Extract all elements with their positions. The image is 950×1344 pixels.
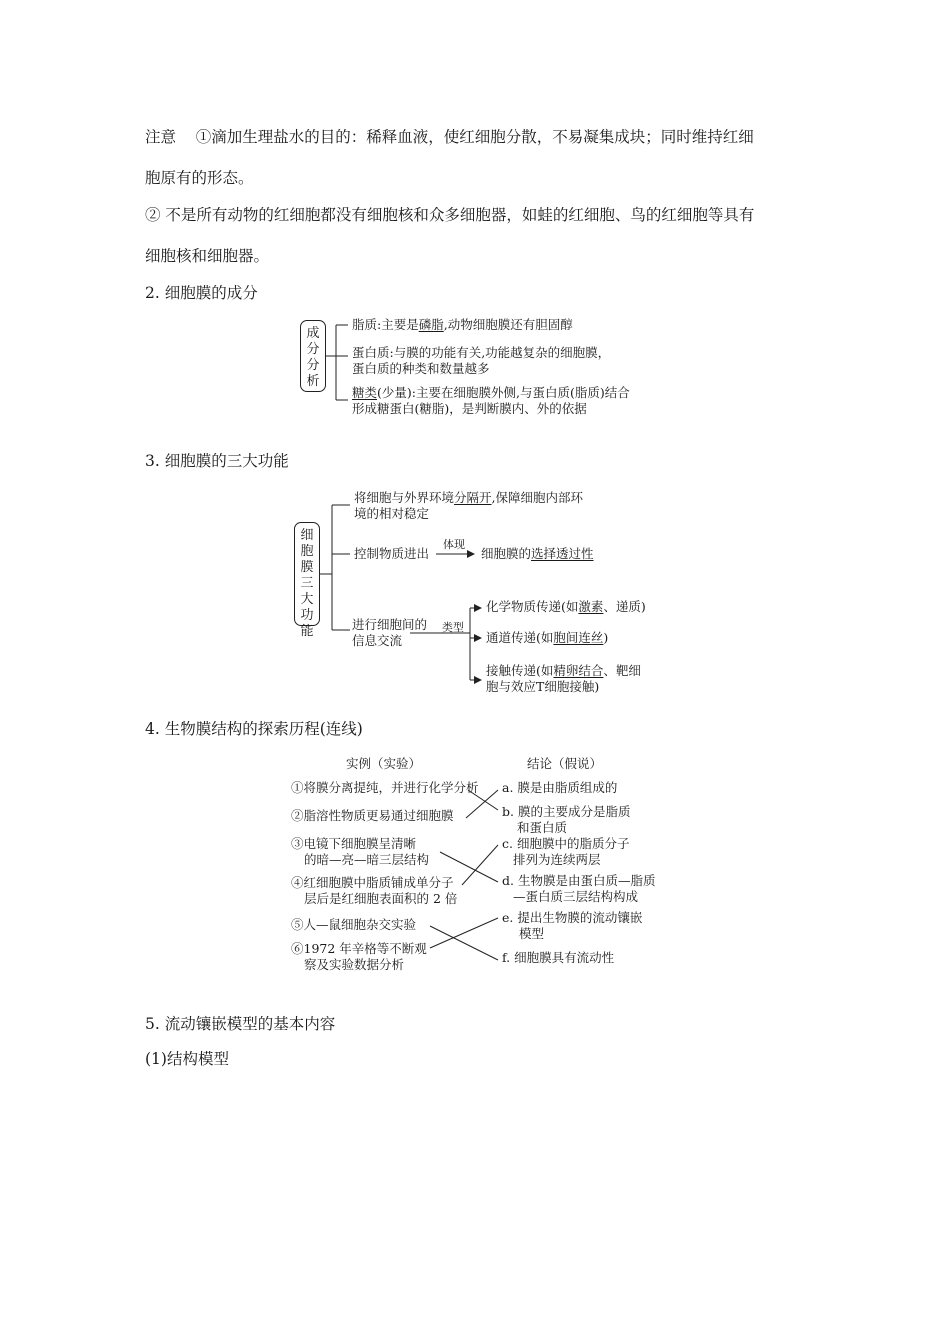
s3-f2-arrow-label: 体现 xyxy=(443,538,465,551)
s3-f3-line2: 信息交流 xyxy=(352,633,403,648)
s4-rc-1: c. 细胞膜中的脂质分子 xyxy=(502,836,630,851)
note-label: 注意 xyxy=(145,128,177,146)
s2-protein-1: 蛋白质:与膜的功能有关,功能越复杂的细胞膜， xyxy=(352,345,611,360)
s3-f3-type: 类型 xyxy=(442,621,464,634)
s4-rf: f. 细胞膜具有流动性 xyxy=(502,950,615,965)
s4-l4-2: 层后是红细胞表面积的 2 倍 xyxy=(304,891,458,906)
s3-t1-a: 化学物质传递(如 xyxy=(486,599,579,614)
s3-f1-line2: 境的相对稳定 xyxy=(354,506,430,521)
s4-rb-2: 和蛋白质 xyxy=(517,820,568,835)
s4-l1: ①将膜分离提纯，并进行化学分析 xyxy=(291,780,479,795)
s3-t3-c: 、靶细 xyxy=(603,663,641,678)
section2-heading: 2. 细胞膜的成分 xyxy=(145,284,258,302)
s3-f1-b: 分隔开 xyxy=(454,490,492,505)
note-item2-line1: ② 不是所有动物的红细胞都没有细胞核和众多细胞器，如蛙的红细胞、鸟的红细胞等具有 xyxy=(145,206,755,224)
s4-rd-1: d. 生物膜是由蛋白质—脂质 xyxy=(502,873,656,888)
s2-lipid-c: ,动物细胞膜还有胆固醇 xyxy=(443,317,573,332)
s4-l4-1: ④红细胞膜中脂质铺成单分子 xyxy=(291,875,454,890)
s2-lipid-a: 脂质:主要是 xyxy=(352,317,419,332)
section4-heading: 4. 生物膜结构的探索历程(连线) xyxy=(145,720,363,738)
s2-protein-2: 蛋白质的种类和数量越多 xyxy=(352,361,490,376)
note-item1-line1: ①滴加生理盐水的目的：稀释血液，使红细胞分散，不易凝集成块；同时维持红细 xyxy=(195,128,754,146)
s2-lipid-b: 磷脂 xyxy=(418,317,444,332)
s3-t3-b: 精卵结合 xyxy=(553,663,604,678)
s4-re-2: 模型 xyxy=(519,926,545,941)
section3-box-label: 细胞膜三大功能 xyxy=(300,528,314,639)
s4-l5: ⑤人—鼠细胞杂交实验 xyxy=(291,917,417,932)
s3-t1-c: 、递质) xyxy=(603,599,646,614)
s3-t2-a: 通道传递(如 xyxy=(486,630,554,645)
s2-sugar-2: 形成糖蛋白(糖脂)，是判断膜内、外的依据 xyxy=(352,401,587,416)
s4-rc-2: 排列为连续两层 xyxy=(513,852,601,867)
s3-t3-a: 接触传递(如 xyxy=(486,663,554,678)
s4-l3-1: ③电镜下细胞膜呈清晰 xyxy=(291,836,417,851)
section5-sub1: (1)结构模型 xyxy=(145,1050,229,1068)
s3-f2: 控制物质进出 xyxy=(354,546,430,561)
s4-rd-2: —蛋白质三层结构构成 xyxy=(513,889,639,904)
s3-f1-c: ,保障细胞内部环 xyxy=(491,490,584,505)
s4-rb-1: b. 膜的主要成分是脂质 xyxy=(502,804,631,819)
s3-f3-line1: 进行细胞间的 xyxy=(352,617,428,632)
s3-t2-c: ) xyxy=(603,630,609,645)
s4-l3-2: 的暗—亮—暗三层结构 xyxy=(304,852,430,867)
s4-re-1: e. 提出生物膜的流动镶嵌 xyxy=(502,910,643,925)
s3-t2-b: 胞间连丝 xyxy=(553,630,604,645)
s4-l2: ②脂溶性物质更易通过细胞膜 xyxy=(291,808,454,823)
s2-sugar-b: (少量):主要在细胞膜外侧,与蛋白质(脂质)结合 xyxy=(377,385,630,400)
s3-t3-line2: 胞与效应T细胞接触) xyxy=(486,679,600,694)
s4-col-right: 结论（假说） xyxy=(527,756,603,771)
s4-l6-1: ⑥1972 年辛格等不断观 xyxy=(291,941,427,956)
s3-f2-r-a: 细胞膜的 xyxy=(481,546,532,561)
note-item1-line2: 胞原有的形态。 xyxy=(145,169,254,187)
s4-ra: a. 膜是由脂质组成的 xyxy=(502,780,618,795)
s3-f2-r-b: 选择透过性 xyxy=(531,546,594,561)
s4-col-left: 实例（实验） xyxy=(346,756,422,771)
s2-sugar-a: 糖类 xyxy=(352,385,378,400)
section5-heading: 5. 流动镶嵌模型的基本内容 xyxy=(145,1015,336,1033)
section2-box-label: 成分分析 xyxy=(306,326,320,389)
s3-t1-b: 激素 xyxy=(578,599,604,614)
s3-f1-a: 将细胞与外界环境 xyxy=(354,490,455,505)
section3-heading: 3. 细胞膜的三大功能 xyxy=(145,452,289,470)
note-item2-line2: 细胞核和细胞器。 xyxy=(145,247,270,265)
s4-l6-2: 察及实验数据分析 xyxy=(304,957,405,972)
